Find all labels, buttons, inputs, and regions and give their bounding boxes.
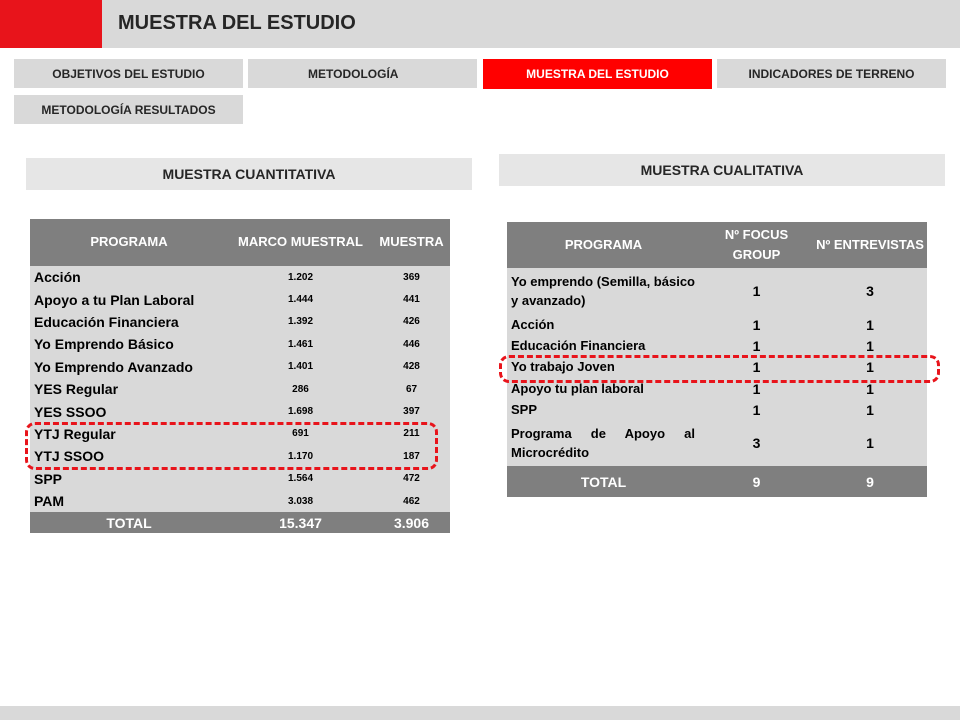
total-value: 3.906 [373, 512, 450, 533]
cell-value: 1.444 [228, 288, 373, 310]
tabla-muestra-cuantitativa [30, 219, 450, 533]
table-row [30, 311, 450, 333]
column-header-muestra: MUESTRA [373, 219, 450, 266]
table-row [30, 400, 450, 422]
cell-programa: YTJ Regular [30, 423, 228, 445]
highlight-ytj-rows [25, 422, 438, 470]
cell-value: 67 [373, 378, 450, 400]
cell-value: 1 [813, 335, 927, 356]
cell-programa: Yo Emprendo Avanzado [30, 356, 228, 378]
cell-value: 472 [373, 468, 450, 490]
cell-value: 1.392 [228, 311, 373, 333]
cell-programa: Yo trabajo Joven [507, 356, 700, 378]
table-row [30, 266, 450, 288]
table-header-row [30, 219, 450, 266]
cell-value: 1.170 [228, 445, 373, 467]
cell-value: 1.202 [228, 266, 373, 288]
cell-programa: Acción [507, 314, 700, 335]
cell-value: 369 [373, 266, 450, 288]
cell-programa: SPP [30, 468, 228, 490]
cell-programa: SPP [507, 399, 700, 420]
header-accent-block [0, 0, 102, 48]
table-row [30, 356, 450, 378]
cell-value: 1 [700, 399, 813, 420]
section-title-cualitativa: MUESTRA CUALITATIVA [499, 154, 945, 186]
cell-programa: YTJ SSOO [30, 445, 228, 467]
cell-programa: Yo emprendo (Semilla, básico y avanzado) [507, 268, 700, 314]
tab-indicadores-de-terreno[interactable]: INDICADORES DE TERRENO [717, 59, 946, 88]
tab-muestra-del-estudio[interactable]: MUESTRA DEL ESTUDIO [483, 59, 712, 89]
cell-value: 211 [373, 423, 450, 445]
cell-value: 1.401 [228, 356, 373, 378]
cell-value: 3 [813, 268, 927, 314]
column-header-entrevistas: Nº ENTREVISTAS [813, 222, 927, 268]
cell-value: 286 [228, 378, 373, 400]
table-row [30, 490, 450, 512]
table-row [507, 399, 927, 420]
column-header-programa: PROGRAMA [30, 219, 228, 266]
cell-value: 1 [813, 420, 927, 466]
table-row [30, 333, 450, 355]
cell-value: 1 [813, 399, 927, 420]
cell-value: 3 [700, 420, 813, 466]
table-total-row [507, 466, 927, 497]
cell-value: 446 [373, 333, 450, 355]
cell-programa: Educación Financiera [507, 335, 700, 356]
cell-programa: Apoyo a tu Plan Laboral [30, 288, 228, 310]
table-row [30, 468, 450, 490]
cell-value: 428 [373, 356, 450, 378]
table-row [507, 420, 927, 466]
cell-value: 1 [700, 314, 813, 335]
cell-value: 426 [373, 311, 450, 333]
table-row [30, 288, 450, 310]
cell-value: 462 [373, 490, 450, 512]
cell-programa: Yo Emprendo Básico [30, 333, 228, 355]
cell-value: 441 [373, 288, 450, 310]
tab-metodologia-resultados[interactable]: METODOLOGÍA RESULTADOS [14, 95, 243, 124]
cell-programa: YES SSOO [30, 400, 228, 422]
cell-value: 1.461 [228, 333, 373, 355]
cell-programa: Apoyo tu plan laboral [507, 378, 700, 399]
footer-bar [0, 706, 960, 720]
cell-programa: PAM [30, 490, 228, 512]
cell-value: 1 [813, 378, 927, 399]
cell-value: 691 [228, 423, 373, 445]
cell-programa: Acción [30, 266, 228, 288]
cell-value: 187 [373, 445, 450, 467]
cell-value: 1 [700, 268, 813, 314]
cell-programa: YES Regular [30, 378, 228, 400]
highlight-yo-trabajo-joven-row [499, 355, 940, 383]
cell-value: 397 [373, 400, 450, 422]
page-title: MUESTRA DEL ESTUDIO [118, 12, 356, 34]
cell-programa: Programa de Apoyo al Microcrédito [507, 420, 700, 466]
cell-value: 1 [813, 356, 927, 378]
table-row [30, 378, 450, 400]
cell-value: 3.038 [228, 490, 373, 512]
table-header-row [507, 222, 927, 268]
table-row [507, 335, 927, 356]
total-value: 9 [700, 466, 813, 497]
cell-programa: Educación Financiera [30, 311, 228, 333]
column-header-focus-group: Nº FOCUS GROUP [700, 222, 813, 268]
total-value: 15.347 [228, 512, 373, 533]
table-row [507, 314, 927, 335]
tab-metodologia[interactable]: METODOLOGÍA [248, 59, 477, 88]
column-header-programa: PROGRAMA [507, 222, 700, 268]
total-label: TOTAL [507, 466, 700, 497]
cell-value: 1 [700, 335, 813, 356]
cell-value: 1.698 [228, 400, 373, 422]
tab-objetivos[interactable]: OBJETIVOS DEL ESTUDIO [14, 59, 243, 88]
cell-value: 1 [700, 356, 813, 378]
column-header-marco-muestral: MARCO MUESTRAL [228, 219, 373, 266]
total-value: 9 [813, 466, 927, 497]
section-title-cuantitativa: MUESTRA CUANTITATIVA [26, 158, 472, 190]
total-label: TOTAL [30, 512, 228, 533]
cell-value: 1 [700, 378, 813, 399]
cell-value: 1 [813, 314, 927, 335]
table-row [507, 268, 927, 314]
cell-value: 1.564 [228, 468, 373, 490]
table-total-row [30, 512, 450, 533]
